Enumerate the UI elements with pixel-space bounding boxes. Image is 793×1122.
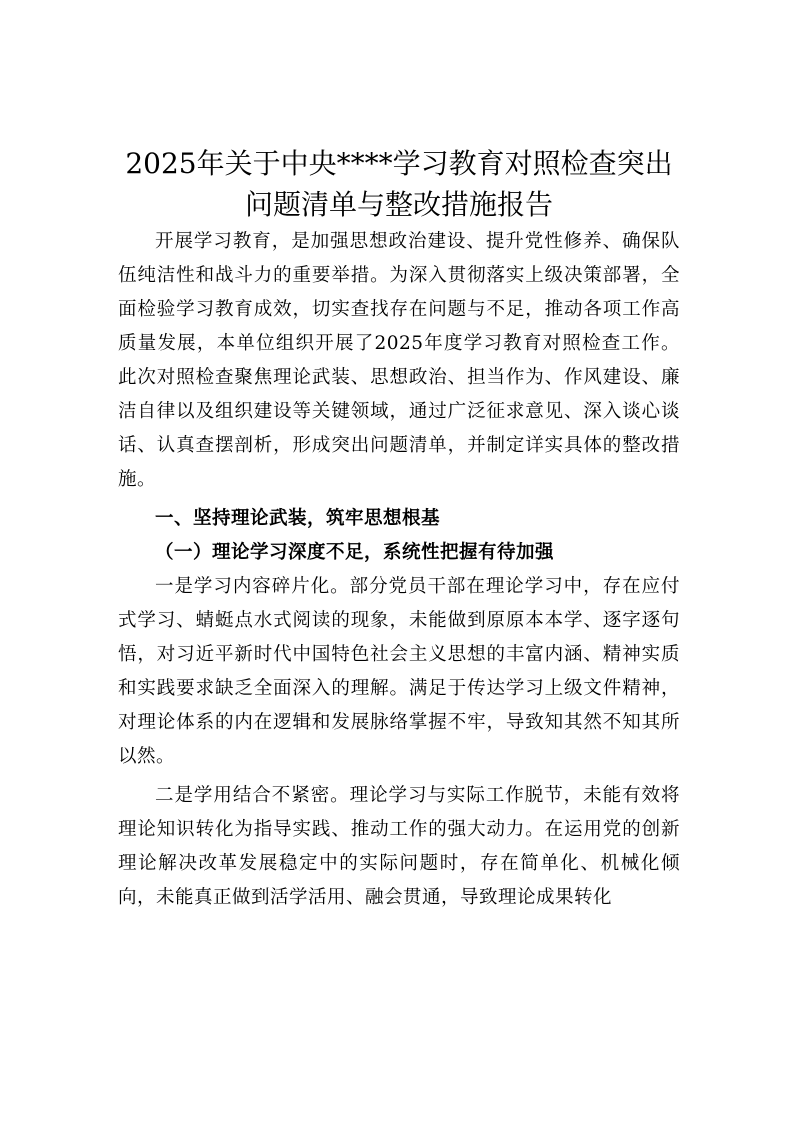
section-1-heading: 一、坚持理论武装，筑牢思想根基 xyxy=(155,508,441,529)
document-body xyxy=(118,143,680,915)
intro-paragraph: 开展学习教育，是加强思想政治建设、提升党性修养、确保队伍纯洁性和战斗力的重要举措。为深入贯彻落实上级决策部署，全面检验学习教育成效，切实查找存在问题与不足，推动各项工作高质量发展，本单位组织开展了2025年度学习教育对照检查工作。此次对照检查聚焦理论武装、思想政治、担当作为、作风建设、廉洁自律以及组织建设等关键领域，通过广泛征求意见、深入谈心谈话、认真查摆剖析，形成突出问题清单，并制定详实具体的整改措施。 xyxy=(118,231,680,490)
point-2-paragraph: 二是学用结合不紧密。理论学习与实际工作脱节，未能有效将理论知识转化为指导实践、推动工作的强大动力。在运用党的创新理论解决改革发展稳定中的实际问题时，存在简单化、机械化倾向，未能真正做到活学活用、融会贯通，导致理论成果转化 xyxy=(118,785,680,908)
document-title-line-1: 2025年关于中央****学习教育对照检查突出 xyxy=(125,147,673,180)
document-title-line-2: 问题清单与整改措施报告 xyxy=(244,188,553,221)
point-1-paragraph: 一是学习内容碎片化。部分党员干部在理论学习中，存在应付式学习、蜻蜓点水式阅读的现象，未能做到原原本本学、逐字逐句悟，对习近平新时代中国特色社会主义思想的丰富内涵、精神实质和实践要求缺乏全面深入的理解。满足于传达学习上级文件精神，对理论体系的内在逻辑和发展脉络掌握不牢，导致知其然不知其所以然。 xyxy=(118,576,680,767)
subsection-1-heading: （一）理论学习深度不足，系统性把握有待加强 xyxy=(155,542,555,563)
